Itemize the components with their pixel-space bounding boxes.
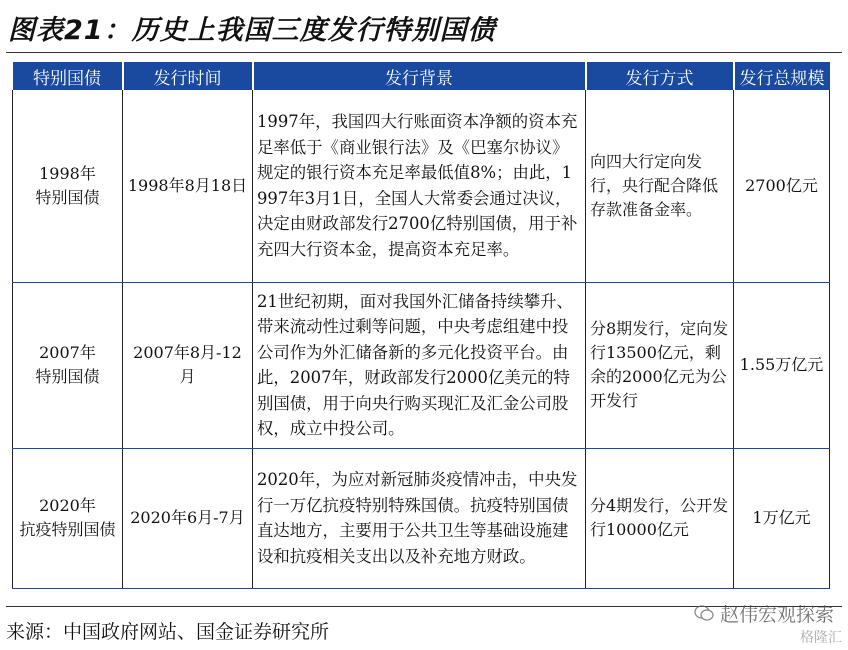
- method-cell: 分4期发行，公开发行10000亿元: [586, 448, 734, 588]
- issue-time-cell: 2020年6月-7月: [123, 448, 253, 588]
- background-cell: 2020年，为应对新冠肺炎疫情冲击，中央发行一万亿抗疫特别特殊国债。抗疫特别国债直达地方，主要用于公共卫生等基础设施建设和抗疫相关支出以及补充地方财政。: [253, 448, 586, 588]
- table-row: [13, 282, 830, 448]
- title-divider: [6, 52, 842, 53]
- table-header-row: [13, 62, 830, 90]
- issue-time-cell: 2007年8月-12月: [123, 282, 253, 448]
- method-cell: 分8期发行，定向发行13500亿元，剩余的2000亿元为公开发行: [586, 282, 734, 448]
- bond-name-cell: 1998年 特别国债: [13, 90, 123, 282]
- header-background: 发行背景: [253, 62, 586, 90]
- watermark-text: 赵伟宏观探索: [719, 604, 834, 626]
- table-row: [13, 90, 830, 282]
- scale-cell: 1万亿元: [734, 448, 830, 588]
- table-row: [13, 448, 830, 588]
- watermark: [694, 600, 834, 627]
- bond-name-cell: 2007年 特别国债: [13, 282, 123, 448]
- issue-time-cell: 1998年8月18日: [123, 90, 253, 282]
- wechat-icon: [694, 604, 714, 626]
- header-scale: 发行总规模: [734, 62, 830, 90]
- scale-cell: 1.55万亿元: [734, 282, 830, 448]
- scale-cell: 2700亿元: [734, 90, 830, 282]
- bond-name-cell: 2020年 抗疫特别国债: [13, 448, 123, 588]
- header-bond: 特别国债: [13, 62, 123, 90]
- background-cell: 21世纪初期，面对我国外汇储备持续攀升、带来流动性过剩等问题，中央考虑组建中投公司作为外汇储备新的多元化投资平台。由此，2007年，财政部发行2000亿美元的特别国债，用于向央行购买现汇及汇金公司股权，成立中投公司。: [253, 282, 586, 448]
- source-note: 来源：中国政府网站、国金证券研究所: [6, 621, 330, 643]
- background-cell: 1997年，我国四大行账面资本净额的资本充足率低于《商业银行法》及《巴塞尔协议》规定的银行资本充足率最低值8%；由此，1997年3月1日，全国人大常委会通过决议，决定由财政部发行2700亿特别国债，用于补充四大行资本金，提高资本充足率。: [253, 90, 586, 282]
- watermark-secondary: 格隆汇: [800, 630, 842, 646]
- header-time: 发行时间: [123, 62, 253, 90]
- method-cell: 向四大行定向发行，央行配合降低存款准备金率。: [586, 90, 734, 282]
- figure-title: 图表21：历史上我国三度发行特别国债: [8, 15, 496, 46]
- header-method: 发行方式: [586, 62, 734, 90]
- special-bond-table: [12, 62, 830, 589]
